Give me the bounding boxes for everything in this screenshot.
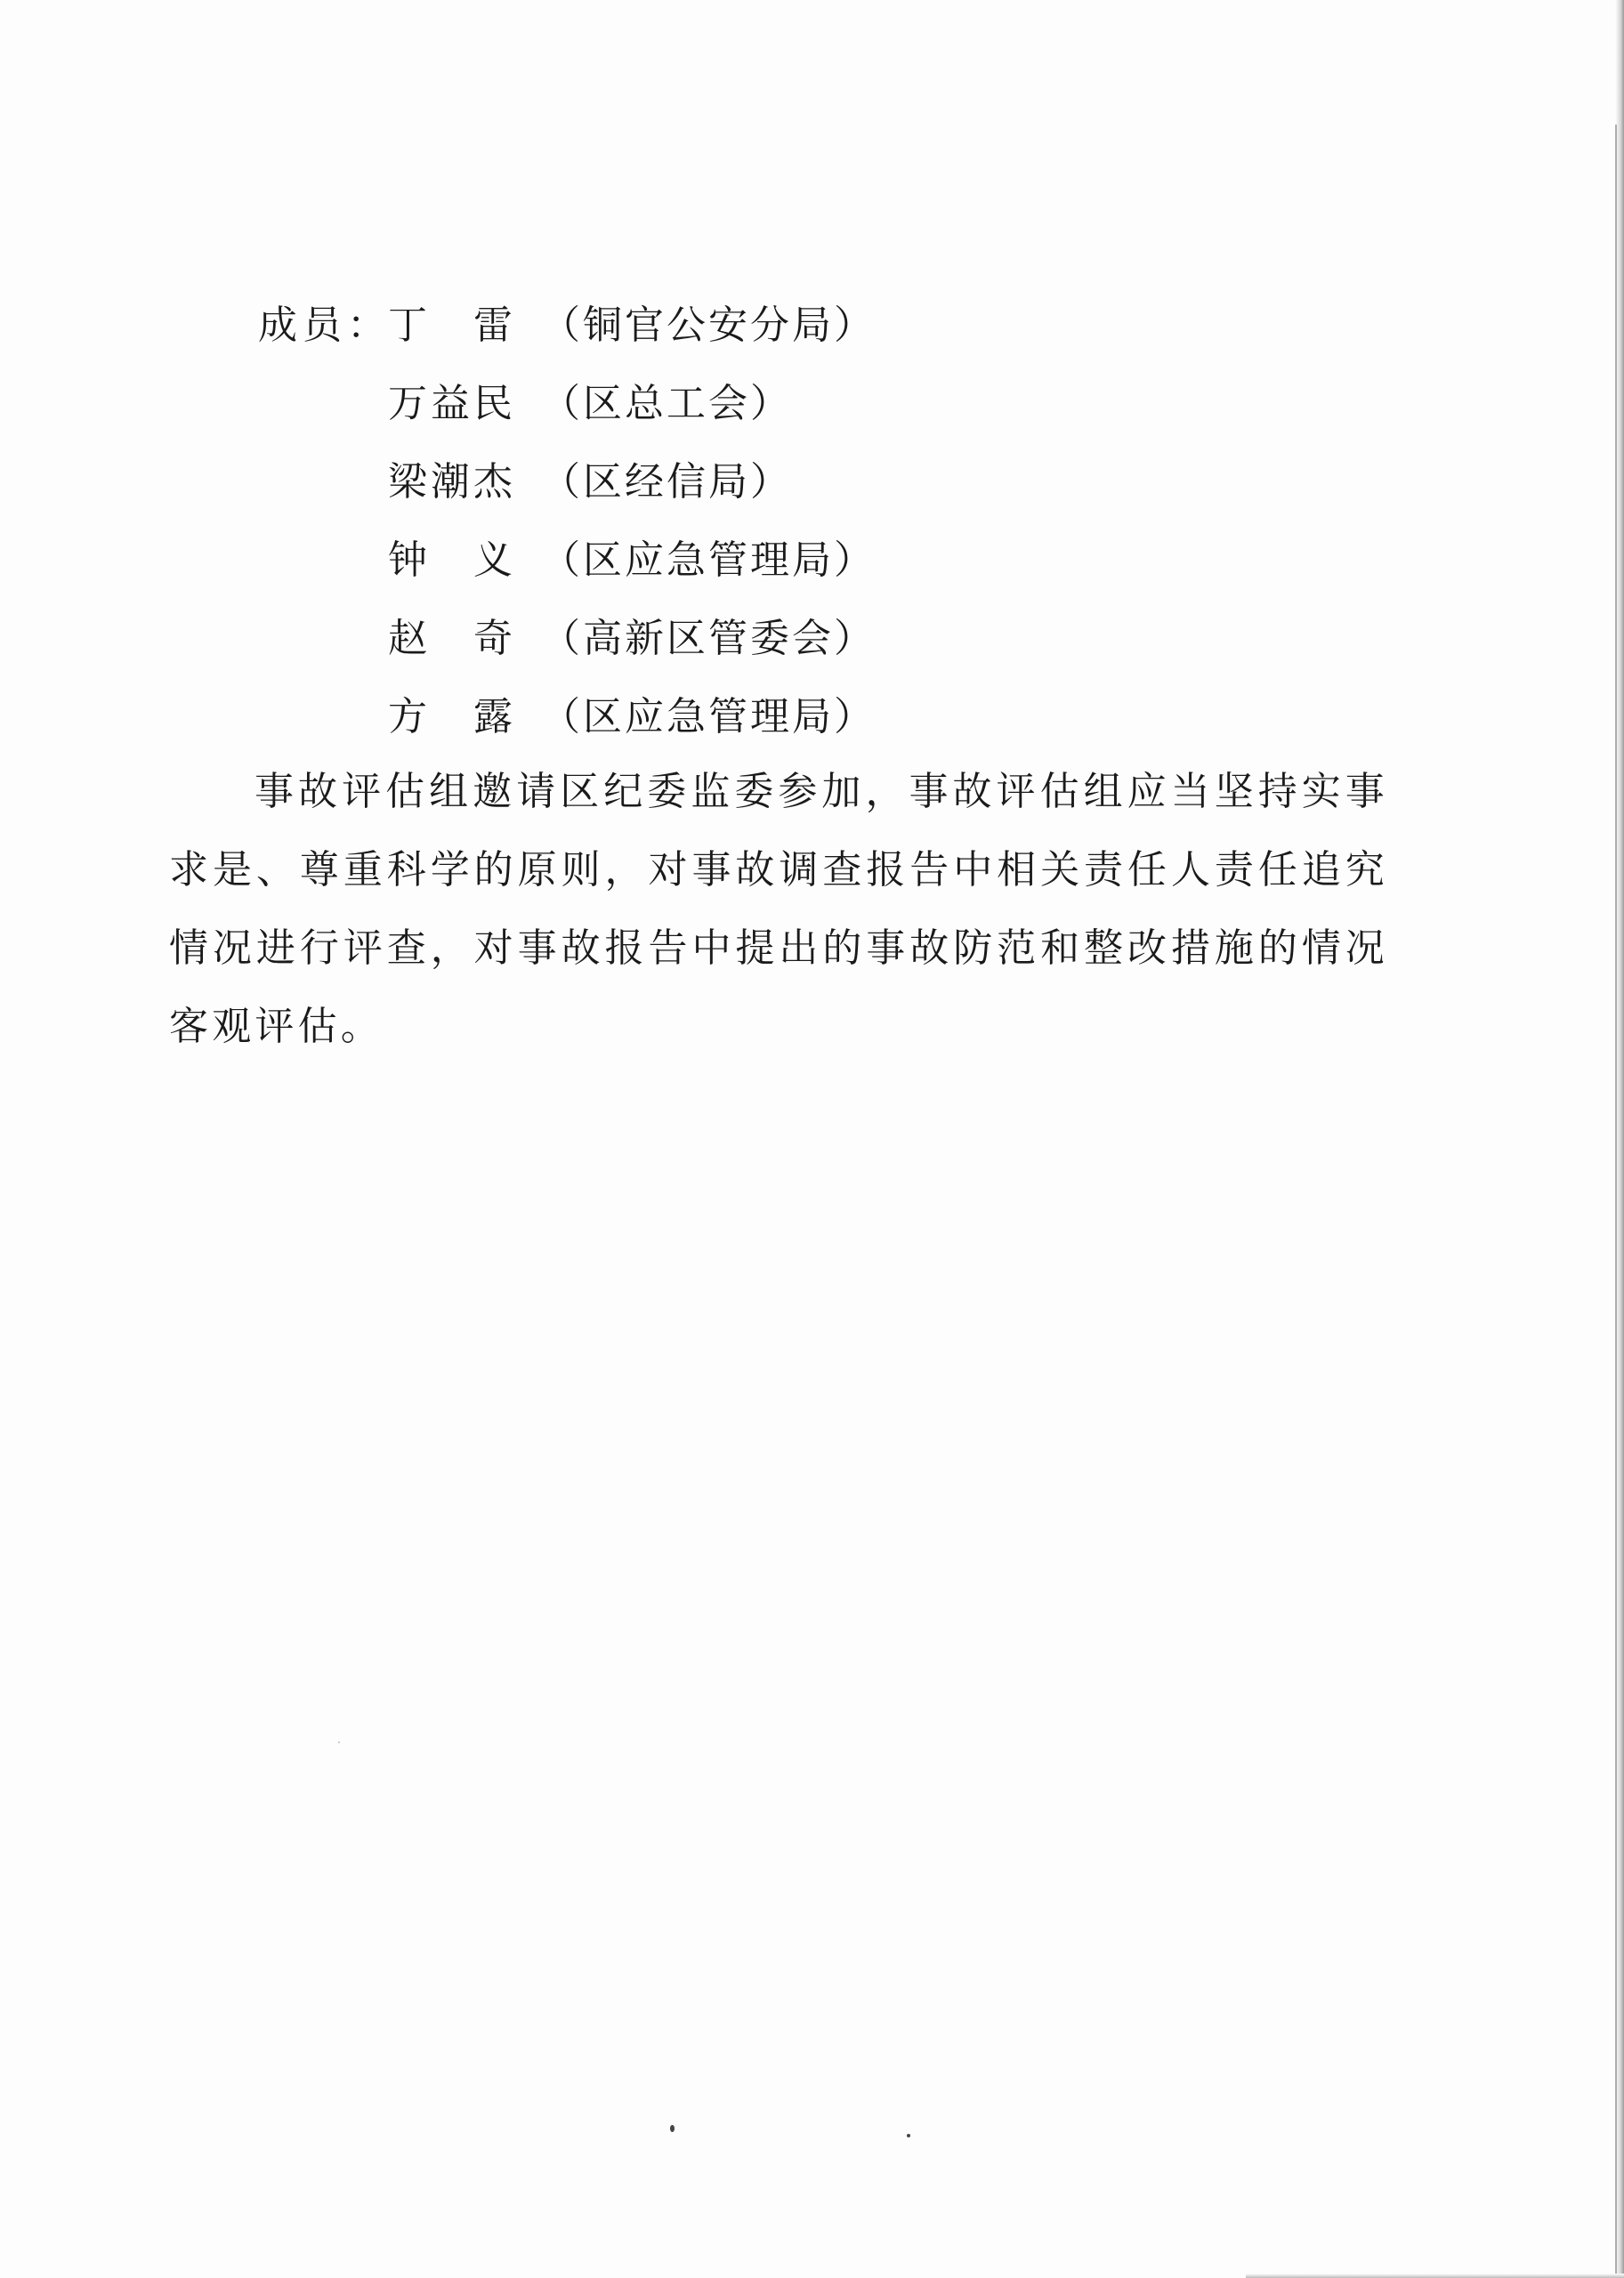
member-organization: （区应急管理局） bbox=[541, 694, 876, 739]
member-name: 丁 雷 bbox=[388, 303, 513, 348]
scan-edge-line bbox=[1615, 125, 1617, 2278]
member-list bbox=[258, 287, 1059, 756]
scan-speck bbox=[907, 2134, 910, 2137]
member-name: 赵 奇 bbox=[388, 616, 513, 661]
member-organization: （铜官公安分局） bbox=[541, 303, 876, 348]
member-row bbox=[258, 521, 1059, 600]
scan-speck bbox=[338, 1741, 340, 1743]
member-name: 万益民 bbox=[388, 381, 513, 426]
member-row bbox=[258, 600, 1059, 678]
member-row bbox=[258, 443, 1059, 521]
member-row bbox=[258, 365, 1059, 443]
member-organization: （高新区管委会） bbox=[541, 616, 876, 661]
member-name: 钟 义 bbox=[388, 537, 513, 583]
scan-bottom-shadow bbox=[1246, 2274, 1624, 2278]
member-name: 梁潮杰 bbox=[388, 459, 513, 505]
member-row bbox=[258, 287, 1059, 365]
member-organization: （区应急管理局） bbox=[541, 537, 876, 583]
member-organization: （区总工会） bbox=[541, 381, 792, 426]
scan-speck bbox=[670, 2125, 675, 2132]
body-paragraph: 事故评估组邀请区纪委监委参加，事故评估组应当坚持实事求是、尊重科学的原则，对事故调查报告中相关责任人责任追究情况进行评查，对事故报告中提出的事故防范和整改措施的情况客观评估。 bbox=[169, 769, 1388, 1049]
member-organization: （区经信局） bbox=[541, 459, 792, 505]
member-row bbox=[258, 678, 1059, 756]
members-label: 成员： bbox=[258, 303, 392, 348]
member-name: 方 露 bbox=[388, 694, 513, 739]
